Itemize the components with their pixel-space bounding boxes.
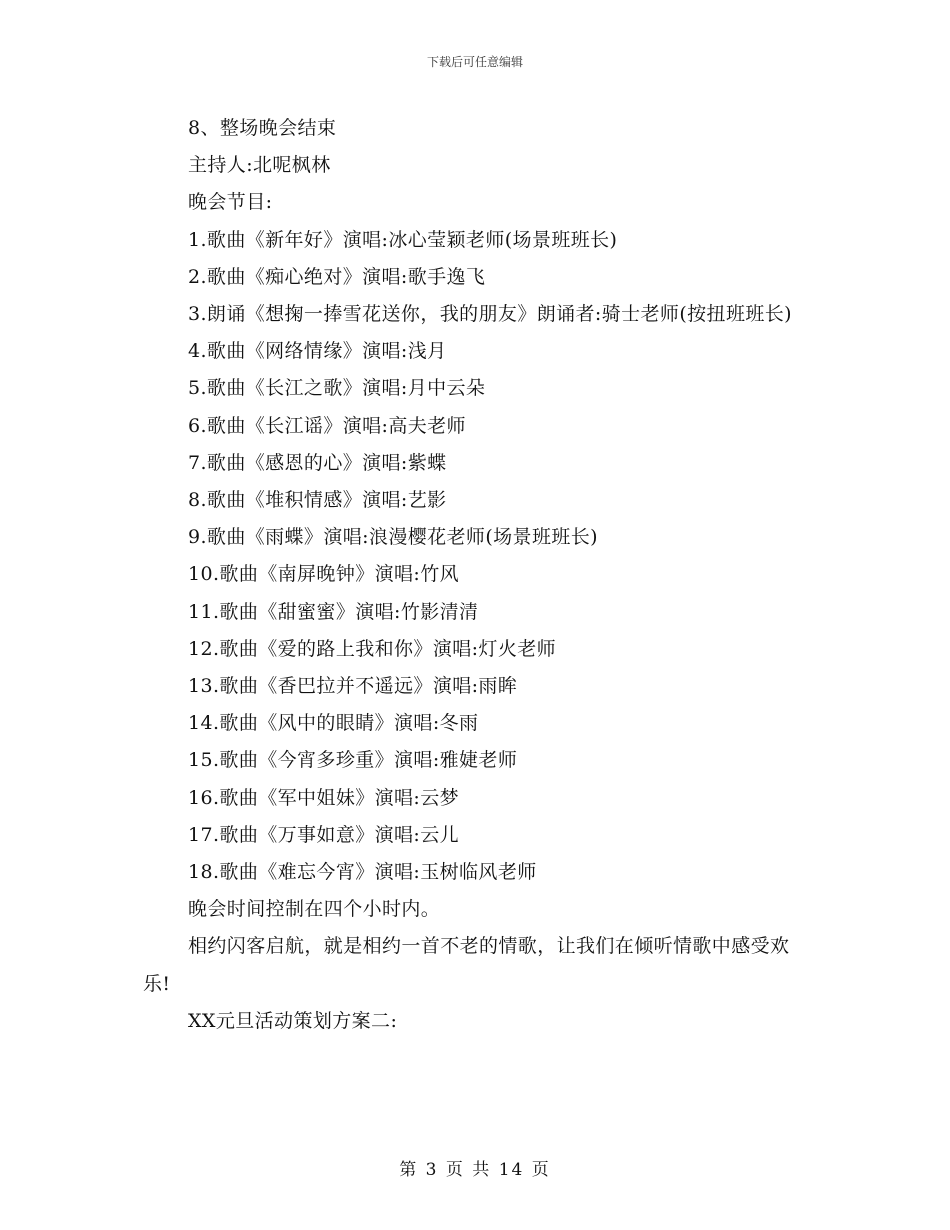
program-item: 6.歌曲《长江谣》演唱:高夫老师 — [188, 414, 466, 437]
page-header: 下载后可任意编辑 — [426, 55, 523, 69]
program-item: 4.歌曲《网络情缘》演唱:浅月 — [188, 340, 447, 363]
program-item: 3.朗诵《想掬一捧雪花送你，我的朋友》朗诵者:骑士老师(按扭班班长) — [188, 303, 792, 326]
program-item: 8.歌曲《堆积情感》演唱:艺影 — [188, 489, 447, 512]
program-item: 7.歌曲《感恩的心》演唱:紫蝶 — [188, 451, 447, 474]
program-item: 11.歌曲《甜蜜蜜》演唱:竹影清清 — [188, 600, 479, 623]
paragraph: 晚会节目: — [188, 191, 273, 214]
program-item: 16.歌曲《军中姐妹》演唱:云梦 — [188, 786, 460, 809]
program-item: 12.歌曲《爱的路上我和你》演唱:灯火老师 — [188, 637, 557, 660]
program-item: 2.歌曲《痴心绝对》演唱:歌手逸飞 — [188, 265, 486, 288]
program-item: 17.歌曲《万事如意》演唱:云儿 — [188, 823, 460, 846]
program-item: 15.歌曲《今宵多珍重》演唱:雅婕老师 — [188, 749, 518, 772]
program-item: 18.歌曲《难忘今宵》演唱:玉树临风老师 — [188, 861, 537, 884]
program-item: 1.歌曲《新年好》演唱:冰心莹颖老师(场景班班长) — [188, 228, 618, 251]
program-item: 14.歌曲《风中的眼睛》演唱:冬雨 — [188, 712, 479, 735]
program-item: 9.歌曲《雨蝶》演唱:浪漫樱花老师(场景班班长) — [188, 526, 598, 549]
document-body — [143, 110, 803, 1040]
paragraph: 晚会时间控制在四个小时内。 — [188, 898, 441, 921]
paragraph: 8、整场晚会结束 — [188, 117, 337, 139]
paragraph: 主持人:北呢枫林 — [188, 154, 331, 177]
section-heading: XX元旦活动策划方案二: — [188, 1009, 398, 1032]
program-item: 13.歌曲《香巴拉并不遥远》演唱:雨眸 — [188, 675, 518, 698]
page-number: 第 3 页 共 14 页 — [399, 1160, 551, 1180]
program-item: 5.歌曲《长江之歌》演唱:月中云朵 — [188, 377, 486, 400]
program-item: 10.歌曲《南屏晚钟》演唱:竹风 — [188, 563, 460, 586]
paragraph: 相约闪客启航，就是相约一首不老的情歌，让我们在倾听情歌中感受欢乐! — [143, 935, 790, 995]
